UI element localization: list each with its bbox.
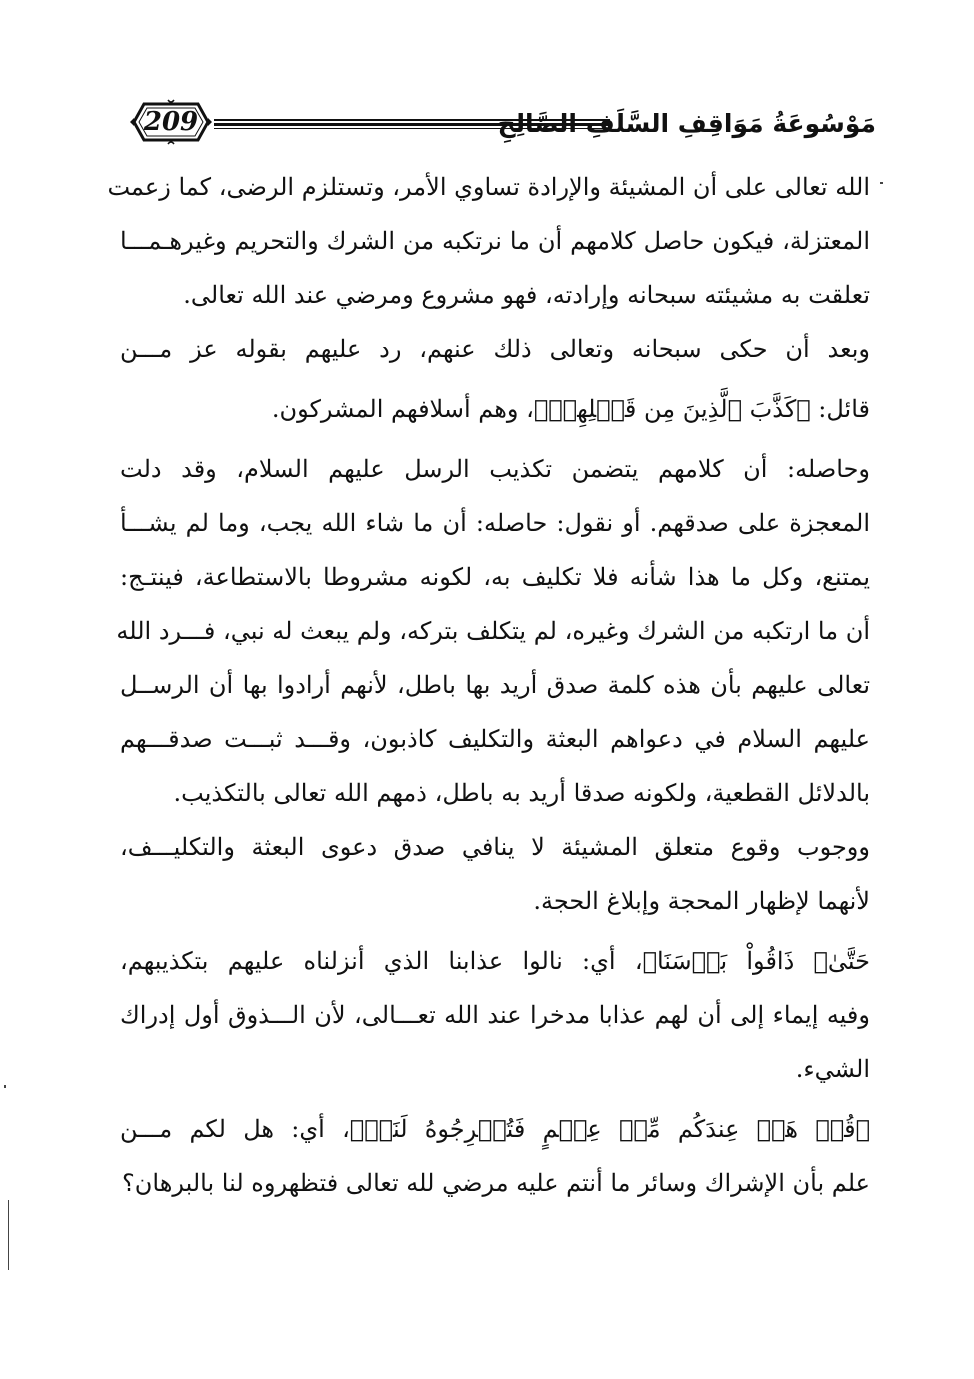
text-line-9: أن ما ارتكبه من الشرك وغيره، لم يتكلف بتركه، ولم يبعث له نبي، فـــرد الله — [116, 617, 870, 645]
text-line-1: الله تعالى على أن المشيئة والإرادة تساوي الأمر، وتستلزم الرضى، كما زعمت — [107, 173, 870, 201]
margin-speck — [8, 1200, 9, 1270]
text-line-10: تعالى عليهم بأن هذه كلمة صدق أريد بها باطل، لأنهم أرادوا بها أن الرســل — [120, 671, 870, 699]
text-line-13: ووجوب وقوع متعلق المشيئة لا ينافي صدق دعوى البعثة والتكليـــف، — [120, 833, 870, 861]
text-line-4: وبعد أن حكى سبحانه وتعالى ذلك عنهم، رد عليهم بقوله عز مـــن — [120, 335, 871, 363]
page-number-badge — [128, 98, 214, 146]
text-line-2: المعتزلة، فيكون حاصل كلامهم أن ما نرتكبه من الشرك والتحريم وغيرهـمـــا — [120, 227, 870, 255]
text-line-16: وفيه إيماء إلى أن لهم عذابا مدخرا عند الله تعـــالى، لأن الـــذوق أول إدراك — [120, 1001, 870, 1029]
text-line-7: المعجزة على صدقهم. أو نقول: حاصله: أن ما شاء الله يجب، وما لم يشـــأ — [120, 509, 870, 537]
text-line-12: بالدلائل القطعية، ولكونه صدقا أريد به باطل، ذمهم الله تعالى بالتكذيب. — [173, 779, 870, 807]
margin-speck — [880, 182, 883, 184]
text-line-17: الشيء. — [795, 1055, 870, 1083]
text-line-18: ﴿قُلۡ هَلۡ عِندَكُم مِّنۡ عِلۡمٍ فَتُخۡرِجُوهُ لَنَآۚ﴾، أي: هل لكم مـــن — [120, 1115, 870, 1143]
text-line-14: لأنهما لإظهار المحجة وإبلاغ الحجة. — [533, 887, 870, 915]
text-line-19: علم بأن الإشراك وسائر ما أنتم عليه مرضي لله تعالى فتظهروه لنا بالبرهان؟ — [122, 1169, 870, 1197]
text-line-15: حَتَّىٰ﴿ ذَاقُواْ بَأۡسَنَا﴾، أي: نالوا عذابنا الذي أنزلناه عليهم بتكذيبهم، — [120, 947, 870, 975]
book-title: مَوْسُوعَةُ مَوَاقِفِ السَّلَفِ الصَّالِحِ — [497, 109, 876, 138]
body-text — [107, 160, 871, 1210]
margin-speck — [4, 1085, 6, 1088]
text-line-6: وحاصله: أن كلامهم يتضمن تكذيب الرسل عليهم السلام، وقد دلت — [120, 455, 870, 483]
text-line-11: عليهم السلام في دعواهم البعثة والتكليف كاذبون، وقـــد ثبـــت صدقـــهم — [120, 725, 870, 753]
page-number: 209 — [143, 107, 199, 137]
text-line-3: تعلقت به مشيئته سبحانه وإرادته، فهو مشروع ومرضي عند الله تعالى. — [183, 281, 870, 309]
text-line-5: قائل: ﴿كَذَّبَ ٱلَّذِينَ مِن قَبۡلِهِمۡ﴾، وهم أسلافهم المشركون. — [271, 395, 870, 423]
page-header — [128, 90, 876, 158]
text-line-8: يمتنع، وكل ما هذا شأنه فلا تكليف به، لكونه مشروطا بالاستطاعة، فينتـج: — [120, 563, 870, 591]
